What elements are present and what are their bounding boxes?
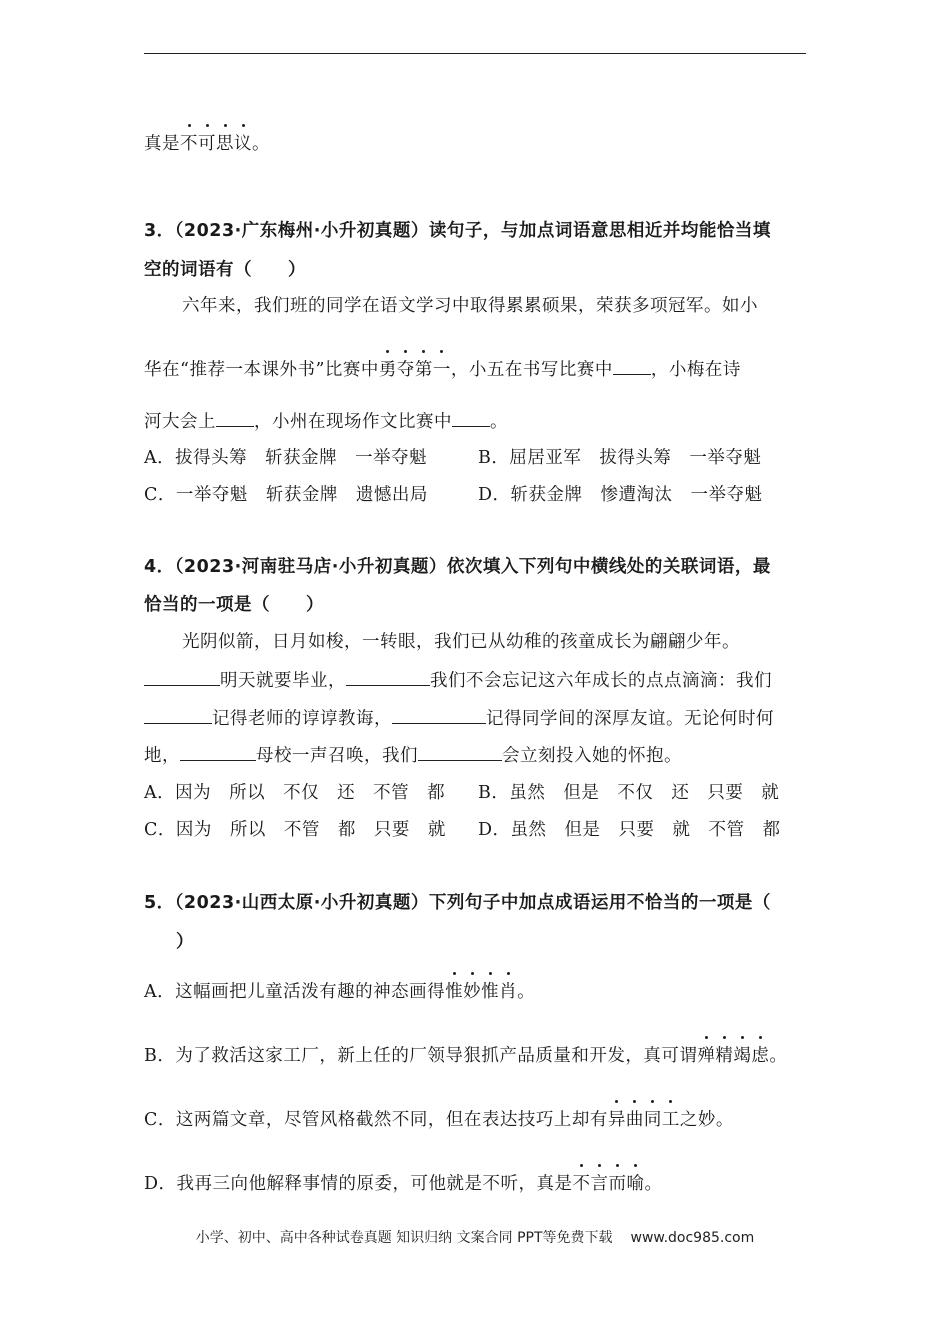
- q5-title-line2: ）: [176, 932, 194, 952]
- emphasis-dot-char: 议: [234, 130, 252, 155]
- q5-option-a[interactable]: A．这幅画把儿童活泼有趣的神态画得惟妙惟肖。: [144, 978, 535, 1003]
- blank-9: [418, 746, 502, 761]
- q3-p2-pre: 华在“推荐一本课外书”比赛中: [144, 360, 379, 380]
- q3-paragraph-line3: [144, 408, 508, 433]
- q4-paragraph-line3: 记得老师的谆谆教诲， 记得同学间的深厚友谊。无论何时何: [144, 705, 774, 730]
- emphasis-dot-char: 喻: [627, 1170, 645, 1195]
- q5-b-dotted-word: [697, 1046, 769, 1066]
- q5-option-b[interactable]: B．为了救活这家工厂，新上任的厂领导狠抓产品质量和开发，真可谓殚精竭虑。: [144, 1042, 787, 1067]
- emphasis-dot-char: 竭: [733, 1042, 751, 1067]
- blank-5: [346, 671, 430, 686]
- emphasis-dot-char: 言: [591, 1170, 609, 1195]
- emphasis-dot-char: 思: [216, 130, 234, 155]
- emphasis-dot-char: 不: [573, 1170, 591, 1195]
- q3-p3-mid: ，小州在现场作文比赛中: [254, 412, 452, 432]
- q3-p3-post: 。: [490, 412, 508, 432]
- header-rule: [144, 53, 806, 54]
- emphasis-dot-char: 曲: [626, 1106, 644, 1131]
- q4-option-b[interactable]: B．虽然 但是 不仅 还 只要 就: [478, 783, 780, 803]
- footer-url[interactable]: www.doc985.com: [630, 1230, 755, 1246]
- q5-c-dotted-word: [608, 1110, 680, 1130]
- emphasis-dot-char: 异: [608, 1106, 626, 1131]
- q5-option-d[interactable]: D．我再三向他解释事情的原委，可他就是不听，真是不言而喻。: [144, 1170, 663, 1195]
- q5-a-dotted-word: [445, 982, 517, 1002]
- q3-dotted-word: [379, 360, 451, 380]
- q4-option-a[interactable]: A．因为 所以 不仅 还 不管 都: [144, 783, 446, 803]
- intro-pre: 真是: [144, 134, 180, 154]
- q5-title-line1: 5．（2023·山西太原·小升初真题）下列句子中加点成语运用不恰当的一项是（: [144, 893, 771, 913]
- emphasis-dot-char: 不: [180, 130, 198, 155]
- emphasis-dot-char: 惟: [445, 978, 463, 1003]
- q3-paragraph-line1: 六年来，我们班的同学在语文学习中取得累累硕果，荣获多项冠军。如小: [182, 296, 758, 316]
- emphasis-dot-char: 虑: [751, 1042, 769, 1067]
- q3-p3-pre: 河大会上: [144, 412, 216, 432]
- emphasis-dot-char: 妙: [463, 978, 481, 1003]
- q5-option-c[interactable]: C．这两篇文章，尽管风格截然不同，但在表达技巧上却有异曲同工之妙。: [144, 1106, 734, 1131]
- emphasis-dot-char: 工: [662, 1106, 680, 1131]
- q3-title-line2: 空的词语有（ ）: [144, 260, 306, 280]
- intro-line: [144, 130, 270, 155]
- emphasis-dot-char: 一: [433, 356, 451, 381]
- blank-2: [216, 412, 254, 427]
- q4-paragraph-line1: 光阴似箭，日月如梭，一转眼，我们已从幼稚的孩童成长为翩翩少年。: [182, 632, 740, 652]
- emphasis-dot-char: 惟: [481, 978, 499, 1003]
- emphasis-dot-char: 夺: [397, 356, 415, 381]
- blank-6: [144, 709, 212, 724]
- emphasis-dot-char: 殚: [697, 1042, 715, 1067]
- q4-option-d[interactable]: D．虽然 但是 只要 就 不管 都: [478, 820, 781, 840]
- q3-option-a[interactable]: A．拔得头筹 斩获金牌 一举夺魁: [144, 448, 428, 468]
- q4-title-line2: 恰当的一项是（ ）: [144, 595, 324, 615]
- q4-option-c[interactable]: C．因为 所以 不管 都 只要 就: [144, 820, 446, 840]
- blank-4: [144, 671, 220, 686]
- q3-title-line1: 3．（2023·广东梅州·小升初真题）读句子，与加点词语意思相近并均能恰当填: [144, 221, 771, 241]
- emphasis-dot-char: 第: [415, 356, 433, 381]
- q4-paragraph-line4: 地， 母校一声召唤，我们 会立刻投入她的怀抱。: [144, 746, 682, 766]
- q3-paragraph-line2: [144, 356, 741, 381]
- q3-option-c[interactable]: C．一举夺魁 斩获金牌 遗憾出局: [144, 485, 428, 505]
- q4-paragraph-line2: 明天就要毕业， 我们不会忘记这六年成长的点点滴滴：我们: [144, 667, 772, 692]
- blank-1: [613, 360, 651, 375]
- footer-text: 小学、初中、高中各种试卷真题 知识归纳 文案合同 PPT等免费下载: [195, 1230, 613, 1246]
- q3-option-b[interactable]: B．屈居亚军 拔得头筹 一举夺魁: [478, 448, 762, 468]
- blank-7: [392, 709, 486, 724]
- q5-d-dotted-word: [573, 1174, 645, 1194]
- q4-title-line1: 4．（2023·河南驻马店·小升初真题）依次填入下列句中横线处的关联词语，最: [144, 557, 771, 577]
- blank-8: [180, 746, 256, 761]
- footer: [0, 1227, 950, 1247]
- intro-post: 。: [252, 134, 270, 154]
- emphasis-dot-char: 勇: [379, 356, 397, 381]
- intro-dotted-word: [180, 134, 252, 154]
- q3-p2-mid: ，小五在书写比赛中: [450, 360, 613, 380]
- emphasis-dot-char: 而: [609, 1170, 627, 1195]
- emphasis-dot-char: 肖: [499, 978, 517, 1003]
- emphasis-dot-char: 精: [715, 1042, 733, 1067]
- blank-3: [452, 412, 490, 427]
- q3-p2-post: ，小梅在诗: [650, 360, 741, 380]
- q3-option-d[interactable]: D．斩获金牌 惨遭淘汰 一举夺魁: [478, 485, 763, 505]
- emphasis-dot-char: 可: [198, 130, 216, 155]
- emphasis-dot-char: 同: [644, 1106, 662, 1131]
